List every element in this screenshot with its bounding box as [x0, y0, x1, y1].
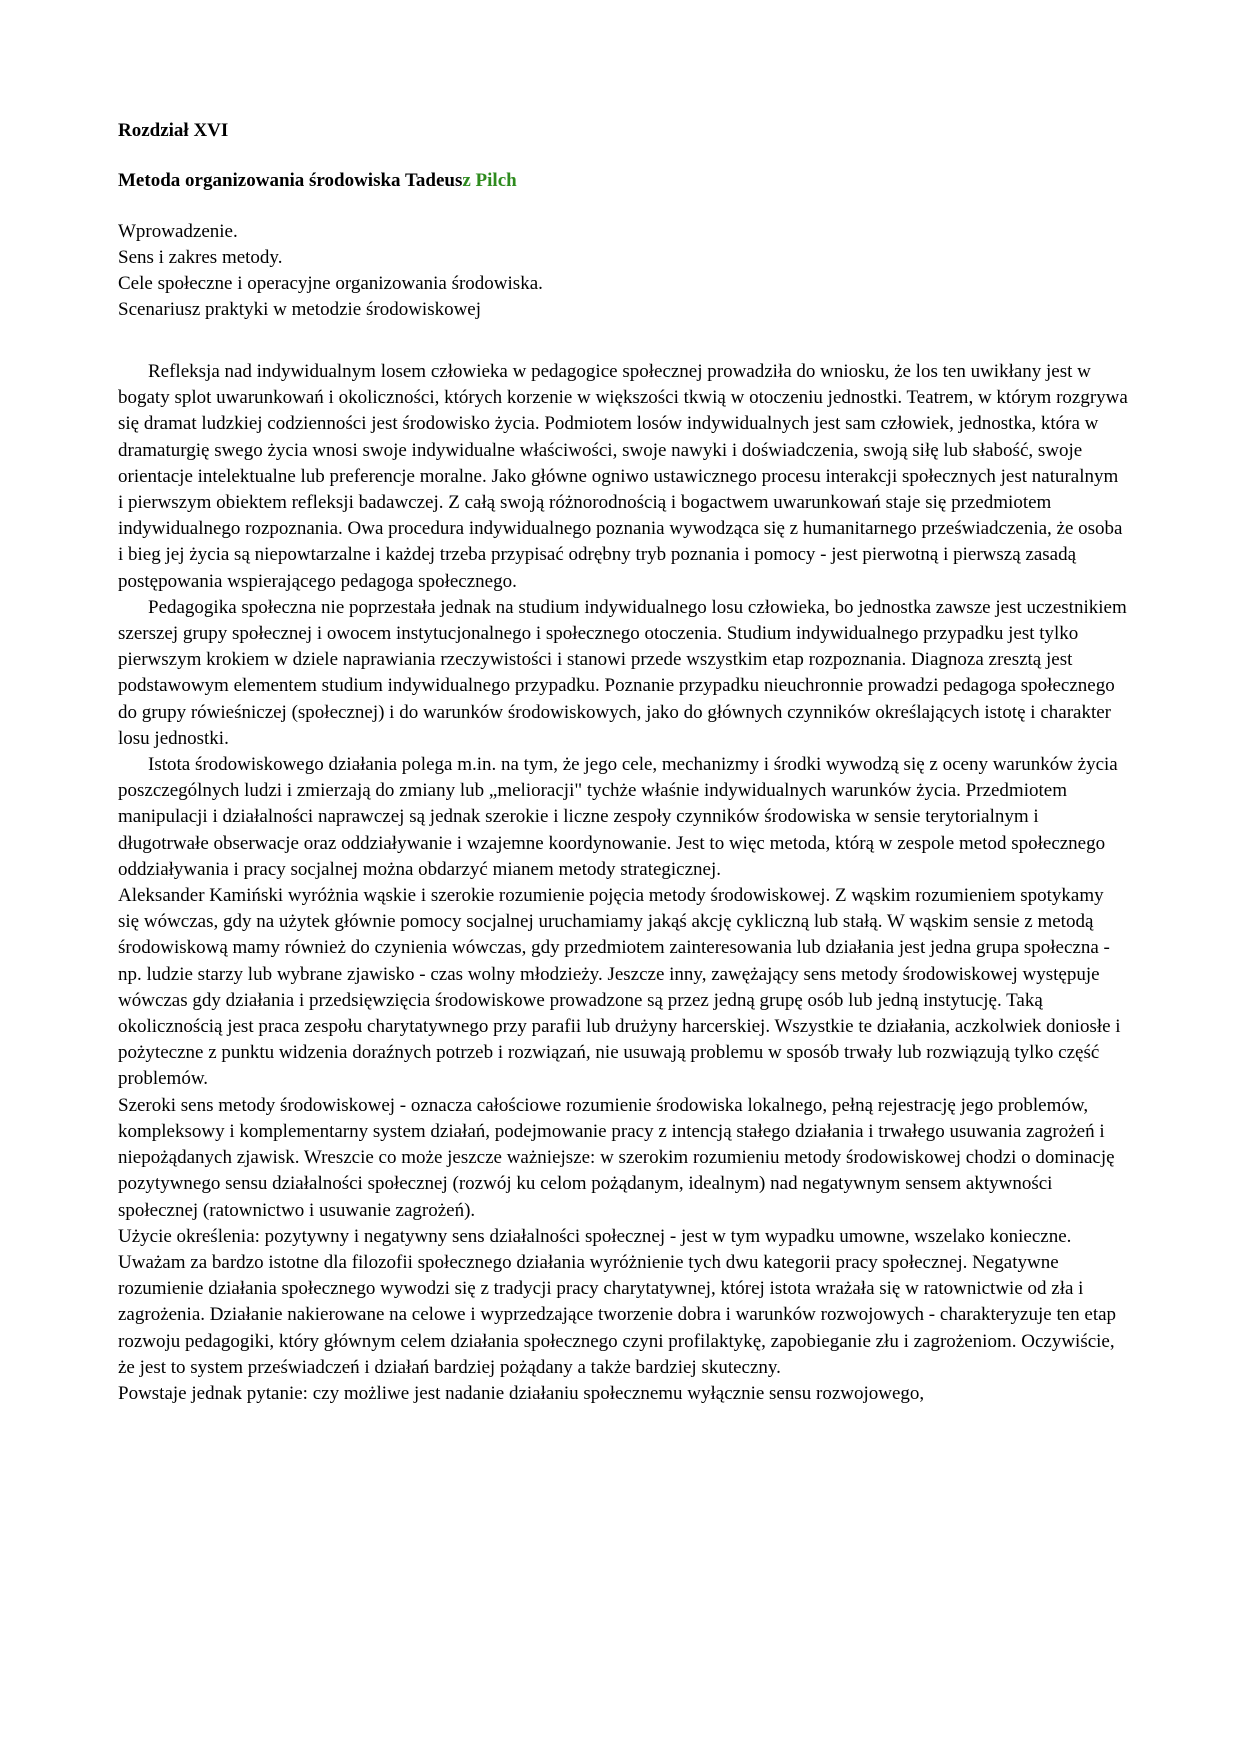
paragraph: Użycie określenia: pozytywny i negatywny sens działalności społecznej - jest w tym wypadku umowne, wszelako konieczne. Uważam za bardzo istotne dla filozofii społecznego działania wyróżnienie tych dwu kategorii pracy społecznej. Negatywne rozumienie działania społecznego wywodzi się z tradycji pracy charytatywnej, której istota wrażała się w ratownictwie od zła i zagrożenia. Działanie nakierowane na celowe i wyprzedzające tworzenie dobra i warunków rozwojowych - charakteryzuje ten etap rozwoju pedagogiki, który głównym celem działania społecznego czyni profilaktykę, zapobieganie złu i zagrożeniom. Oczywiście, że jest to system przeświadczeń i działań bardziej pożądany a także bardziej skuteczny.: [118, 1225, 1117, 1378]
document-page: [118, 108, 1128, 1407]
contents-item: Wprowadzenie.: [118, 221, 238, 242]
contents-item: Scenariusz praktyki w metodzie środowiskowej: [118, 299, 482, 320]
paragraph: Powstaje jednak pytanie: czy możliwe jest nadanie działaniu społecznemu wyłącznie sensu rozwojowego,: [118, 1382, 925, 1404]
contents-item: Sens i zakres metody.: [118, 247, 283, 268]
chapter-heading: Rozdział XVI: [118, 120, 229, 141]
paragraph: Aleksander Kamiński wyróżnia wąskie i szerokie rozumienie pojęcia metody środowiskowej. Z wąskim rozumieniem spotykamy się wówczas, gdy na użytek głównie pomocy socjalnej uruchamiamy jakąś akcję cykliczną lub stałą. W wąskim sensie z metodą środowiskową mamy również do czynienia wówczas, gdy przedmiotem zainteresowania lub działania jest jedna grupa społeczna - np. ludzie starzy lub wybrane zjawisko - czas wolny młodzieży. Jeszcze inny, zawężający sens metody środowiskowej występuje wówczas gdy działania i przedsięwzięcia środowiskowe prowadzone są przez jedną grupę osób lub jedną instytucję. Taką okolicznością jest praca zespołu charytatywnego przy parafii lub drużyny harcerskiej. Wszystkie te działania, aczkolwiek doniosłe i pożyteczne z punktu widzenia doraźnych potrzeb i rozwiązań, nie usuwają problemu w sposób trwały lub rozwiązują tylko część problemów.: [118, 885, 1121, 1090]
contents-list: [118, 219, 1128, 323]
contents-item: Cele społeczne i operacyjne organizowania środowiska.: [118, 273, 543, 294]
title-author-surname: z Pilch: [462, 170, 517, 191]
title-main: Metoda organizowania środowiska Tadeus: [118, 170, 463, 191]
paragraph: Refleksja nad indywidualnym losem człowieka w pedagogice społecznej prowadziła do wniosku, że los ten uwikłany jest w bogaty splot uwarunkowań i okoliczności, których korzenie w większości tkwią w otoczeniu jednostki. Teatrem, w którym rozgrywa się dramat ludzkiej codzienności jest środowisko życia. Podmiotem losów indywidualnych jest sam człowiek, jednostka, która w dramaturgię swego życia wnosi swoje indywidualne właściwości, swoje nawyki i doświadczenia, swoją siłę lub słabość, swoje orientacje intelektualne lub preferencje moralne. Jako główne ogniwo ustawicznego procesu interakcji społecznych jest naturalnym i pierwszym obiektem refleksji badawczej. Z całą swoją różnorodnością i bogactwem uwarunkowań staje się przedmiotem indywidualnego rozpoznania. Owa procedura indywidualnego poznania wywodząca się z humanitarnego przeświadczenia, że osoba i bieg jej życia są niepowtarzalne i każdej trzeba przypisać odrębny tryb poznania i pomocy - jest pierwotną i pierwszą zasadą postępowania wspierającego pedagoga społecznego.: [118, 361, 1128, 592]
paragraph: Istota środowiskowego działania polega m.in. na tym, że jego cele, mechanizmy i środki wywodzą się z oceny warunków życia poszczególnych ludzi i zmierzają do zmiany lub „melioracji" tychże właśnie indywidualnych warunków życia. Przedmiotem manipulacji i działalności naprawczej są jednak szerokie i liczne zespoły czynników środowiska w sensie terytorialnym i długotrwałe obserwacje oraz oddziaływanie i wzajemne koordynowanie. Jest to więc metoda, którą w zespole metod społecznego oddziaływania i pracy socjalnej można obdarzyć mianem metody strategicznej.: [118, 754, 1118, 880]
body-text: [118, 359, 1128, 1407]
document-title: [118, 168, 1128, 194]
paragraph: Szeroki sens metody środowiskowej - oznacza całościowe rozumienie środowiska lokalnego, pełną rejestrację jego problemów, kompleksowy i komplementarny system działań, podejmowanie pracy z intencją stałego działania i trwałego usuwania zagrożeń i niepożądanych zjawisk. Wreszcie co może jeszcze ważniejsze: w szerokim rozumieniu metody środowiskowej chodzi o dominację pozytywnego sensu działalności społecznej (rozwój ku celom pożądanym, idealnym) nad negatywnym sensem aktywności społecznej (ratownictwo i usuwanie zagrożeń).: [118, 1094, 1115, 1221]
paragraph: Pedagogika społeczna nie poprzestała jednak na studium indywidualnego losu człowieka, bo jednostka zawsze jest uczestnikiem szerszej grupy społecznej i owocem instytucjonalnego i społecznego otoczenia. Studium indywidualnego przypadku jest tylko pierwszym krokiem w dziele naprawiania rzeczywistości i stanowi przede wszystkim etap rozpoznania. Diagnoza zresztą jest podstawowym elementem studium indywidualnego przypadku. Poznanie przypadku nieuchronnie prowadzi pedagoga społecznego do grupy rówieśniczej (społecznej) i do warunków środowiskowych, jako do głównych czynników określających istotę i charakter losu jednostki.: [118, 596, 1127, 749]
